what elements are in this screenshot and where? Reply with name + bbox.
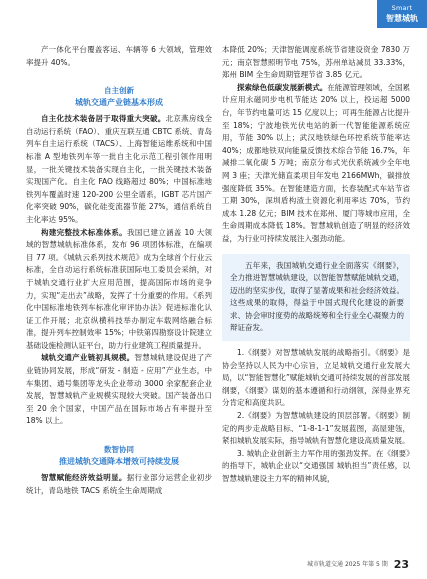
page-number: 23 xyxy=(393,558,409,571)
intro-paragraph: 产一体化平台覆盖客运、车辆等 6 大领域，管理效率提升 40%。 xyxy=(26,45,212,67)
page-footer xyxy=(307,558,409,571)
paragraph-point-3: 3. 城轨企业创新主力军作用的强劲发挥。在《纲要》的指导下，城轨企业以“交通强国 城轨担当”责任感，以智慧城轨建设主力军的精神风貌， xyxy=(222,448,410,483)
section-1-kicker: 自主创新 xyxy=(104,86,134,96)
paragraph-economic-benefit xyxy=(26,472,212,497)
section-tab xyxy=(377,0,427,28)
section-2-title: 推进城轨交通降本增效可持续发展 xyxy=(59,457,179,467)
top-band xyxy=(0,0,427,30)
magazine-issue: 城市轨道交通 2025 年第 5 期 xyxy=(307,561,388,568)
summary-callout xyxy=(222,254,410,342)
lead-phrase: 探索绿色低碳发展新模式。 xyxy=(237,82,328,92)
paragraph-point-2: 2.《纲要》为智慧城轨建设的顶层部署。《纲要》制定的两步走战略目标、“1-8-1-1”发展蓝图，高屋建瓴，紧扣城轨发展实际，指导城轨有智慧化建设高质量发展。 xyxy=(222,411,410,446)
paragraph-body: 据行业部分运营企业初步统计，青岛地铁 TACS 系统全生命周期成 xyxy=(26,473,213,495)
paragraph-green-lowcarbon xyxy=(222,82,410,246)
paragraph-cost-savings: 本降低 20%；天津智能调度系统节省建设资金 7830 万元；南京智慧照明节电 75%，苏州单站减员 33.33%，郑州 BIM 全生命周期管理节省 3.85 亿元。 xyxy=(222,45,410,80)
left-column xyxy=(26,44,212,497)
paragraph-point-1: 1.《纲要》对智慧城轨发展的战略指引。《纲要》是协会坚持以人民为中心宗旨，立足城轨交通行业发展大局，以“智能智慧化”赋能城轨交通可持续发展的首部发展纲要，《纲要》谋划的基本遵循和行动纲领，深得业界充分肯定和高度共识。 xyxy=(222,348,410,408)
lead-phrase: 自主化技术装备居于取得重大突破。 xyxy=(41,114,166,124)
right-column xyxy=(222,44,410,486)
lead-phrase: 构建完整技术标准体系。 xyxy=(41,227,128,237)
paragraph-body: 智慧城轨建设促进了产业链协同发展，形成“研发 - 制造 - 应用”产业生态，中车集团、通号集团等龙头企业带动 3000 余家配套企业发展，智慧城轨产业规模实现较大突破。国产装备出口至 20 余个国家，中国产品在国际市场占有率提升至 18% 以上。 xyxy=(26,353,213,426)
section-1-title: 城轨交通产业链基本形成 xyxy=(75,98,163,108)
tab-english-label: Smart xyxy=(391,4,413,12)
paragraph-body: 在能源管理领域，全国累计应用永磁同步电机节能达 20% 以上，投运超 5000 台，年节约电量可达 15 亿度以上；可再生能源占比提升至 18%；宁波地铁光伏电站的新一代智能能源系统应用，节能 30% 以上；武汉地铁绿色环控系统节能率达 40%；成都地铁双向能量反馈技术综合节能 16.7%，年减排二氧化碳 5 万吨；南京分布式光伏系统减少全年电网 3 座；天津光储直柔项目年发电 2166MWh，碳排放强度降低 35%。在智能建造方面，长春装配式车站节省工期 30%，深圳盾构渣土资源化利用率达 70%，节约成本 1.28 亿元；BIM 技术在郑州、厦门等城市应用，全生命周期成本降低 18%。智慧城轨创造了明显的经济效益，为行业可持续发展注入强劲动能。 xyxy=(222,82,411,243)
callout-text: 五年来，我国城轨交通行业全面落实《纲要》，全力推进智慧城轨建设，以智能智慧赋能城轨交通，迈出的坚实步伐，取得了显著成果和社会经济效益。这些成果的取得，得益于中国式现代化建设的新要求、协会审时度势的战略统筹和全行业全心凝聚力的辩证奋发。 xyxy=(230,260,404,333)
lead-phrase: 城轨交通产业链初具规模。 xyxy=(41,353,135,363)
paragraph-standards xyxy=(26,227,212,353)
paragraph-body: 我国已建立涵盖 10 大领域的智慧城轨标准体系，发布 96 项团体标准，在编项目 77 项。《城轨云系列技术规范》成为全球首个行业云标准，全自动运行系统标准获国际电工委员会采纳，对于城轨交通行业扩大应用范围，提高国际市场的竞争力，实现“走出去”战略，发挥了十分重要的作用。《系列化中国标准地铁列车标准化审评协办法》促进标准化认证工作开展；北京纵横科技举办制定车载网络融合标准，提升列车控制效率 15%；中铁第四勘察设计院建立基础设施检测认证平台，助力行业建筑工程质量提升。 xyxy=(26,227,213,350)
section-2-kicker: 数智协同 xyxy=(104,445,134,455)
paragraph-industry-chain xyxy=(26,352,212,428)
section-heading-2 xyxy=(26,444,212,468)
paragraph-body: 北京燕房线全自动运行系统（FAO）、重庆互联互通 CBTC 系统、青岛列车自主运行系统（TACS）、上海智能运维系统和中国标准 A 型地铁列车等一批自主化示范工程引领作用明显，一批关键技术装备实现自主化，一批关键技术装备实现国产化。自主化 FAO 线路超过 80%；中国标准地铁列车覆盖时速 120-200 公里全谱系，IGBT 芯片国产化率突破 90%，碳化硅变流器节能 27%，通信系统自主化率达 95%。 xyxy=(26,114,213,224)
tab-chinese-label: 智慧城轨 xyxy=(386,14,418,23)
lead-phrase: 智慧赋能经济效益明显。 xyxy=(41,473,127,483)
paragraph-autonomous-equipment xyxy=(26,113,212,226)
section-heading-1 xyxy=(26,85,212,109)
